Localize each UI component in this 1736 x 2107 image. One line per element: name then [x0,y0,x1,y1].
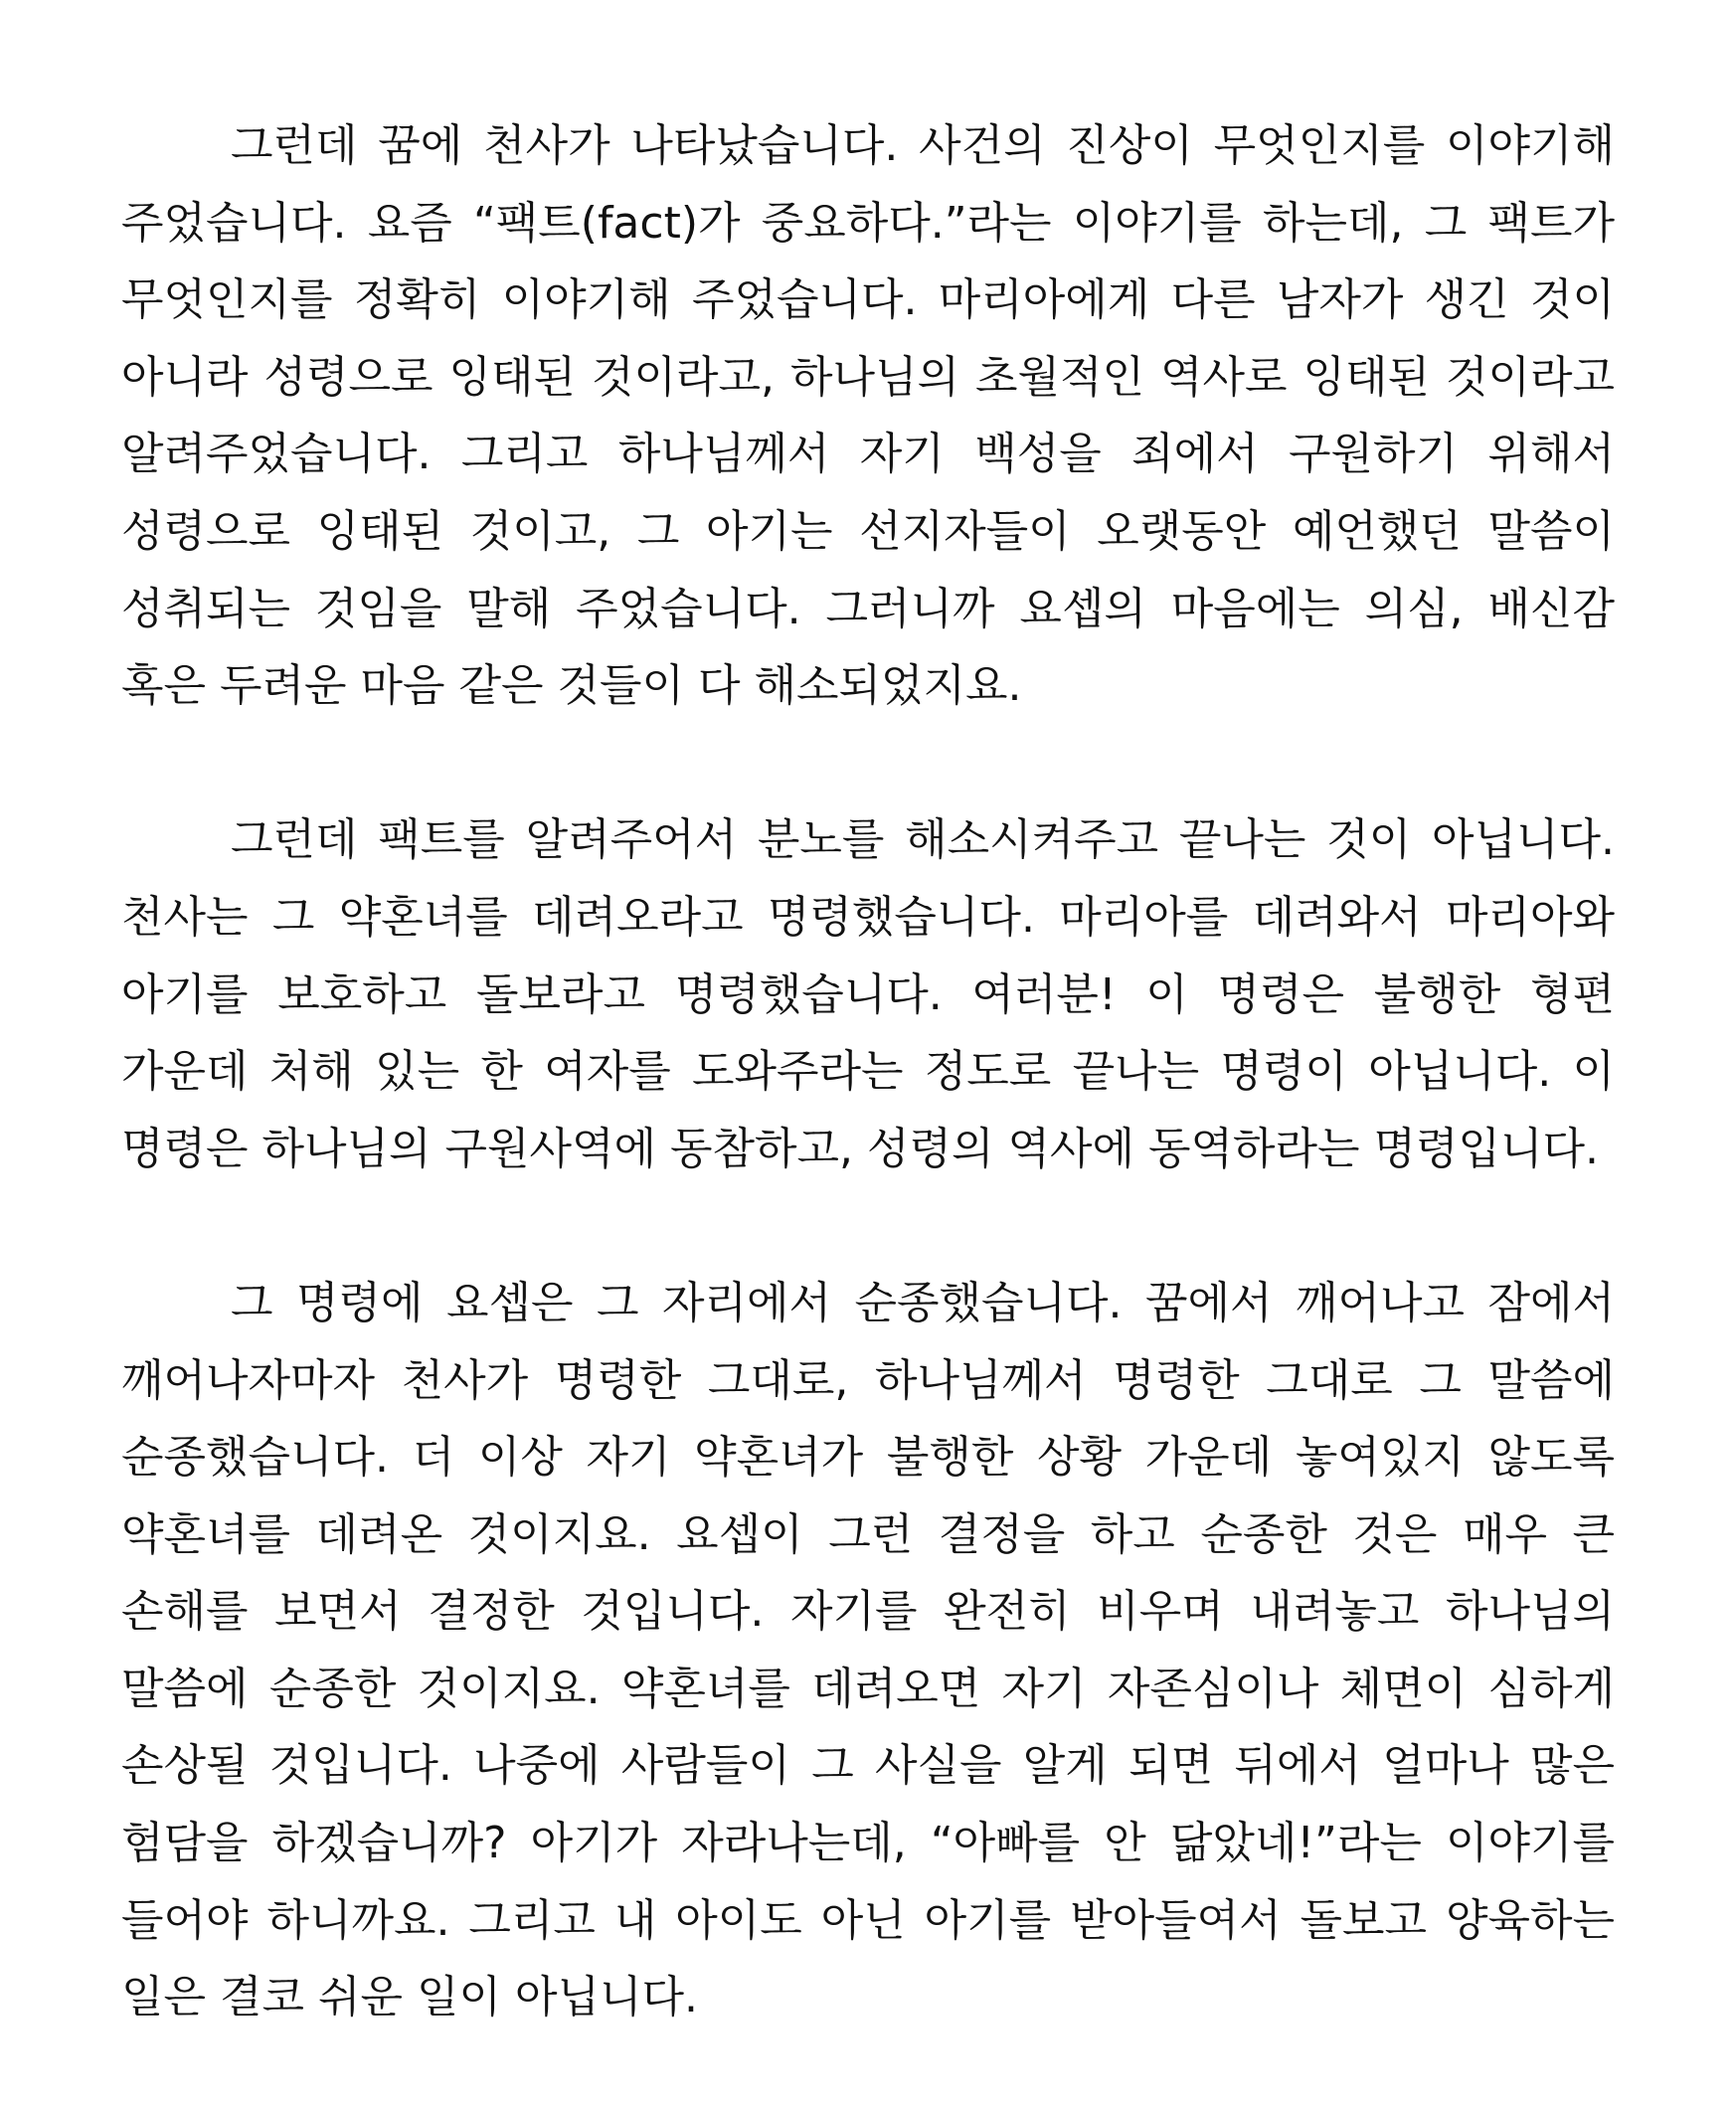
paragraph-1: 그런데 꿈에 천사가 나타났습니다. 사건의 진상이 무엇인지를 이야기해 주었습니다. 요즘 “팩트(fact)가 중요하다.”라는 이야기를 하는데, 그 팩트가 무엇인지를 정확히 이야기해 주었습니다. 마리아에게 다른 남자가 생긴 것이 아니라 성령으로 잉태된 것이라고, 하나님의 초월적인 역사로 잉태된 것이라고 알려주었습니다. 그리고 하나님께서 자기 백성을 죄에서 구원하기 위해서 성령으로 잉태된 것이고, 그 아기는 선지자들이 오랫동안 예언했던 말씀이 성취되는 것임을 말해 주었습니다. 그러니까 요셉의 마음에는 의심, 배신감 혹은 두려운 마음 같은 것들이 다 해소되었지요. [121,120,1615,712]
document-page [121,107,1615,2036]
paragraph-3: 그 명령에 요셉은 그 자리에서 순종했습니다. 꿈에서 깨어나고 잠에서 깨어나자마자 천사가 명령한 그대로, 하나님께서 명령한 그대로 그 말씀에 순종했습니다. 더 이상 자기 약혼녀가 불행한 상황 가운데 놓여있지 않도록 약혼녀를 데려온 것이지요. 요셉이 그런 결정을 하고 순종한 것은 매우 큰 손해를 보면서 결정한 것입니다. 자기를 완전히 비우며 내려놓고 하나님의 말씀에 순종한 것이지요. 약혼녀를 데려오면 자기 자존심이나 체면이 심하게 손상될 것입니다. 나중에 사람들이 그 사실을 알게 되면 뒤에서 얼마나 많은 험담을 하겠습니까? 아기가 자라나는데, “아빠를 안 닮았네!”라는 이야기를 들어야 하니까요. 그리고 내 아이도 아닌 아기를 받아들여서 돌보고 양육하는 일은 결코 쉬운 일이 아닙니다. [121,1277,1615,2023]
paragraph-2: 그런데 팩트를 알려주어서 분노를 해소시켜주고 끝나는 것이 아닙니다. 천사는 그 약혼녀를 데려오라고 명령했습니다. 마리아를 데려와서 마리아와 아기를 보호하고 돌보라고 명령했습니다. 여러분! 이 명령은 불행한 형편 가운데 처해 있는 한 여자를 도와주라는 정도로 끝나는 명령이 아닙니다. 이 명령은 하나님의 구원사역에 동참하고, 성령의 역사에 동역하라는 명령입니다. [121,814,1615,1174]
